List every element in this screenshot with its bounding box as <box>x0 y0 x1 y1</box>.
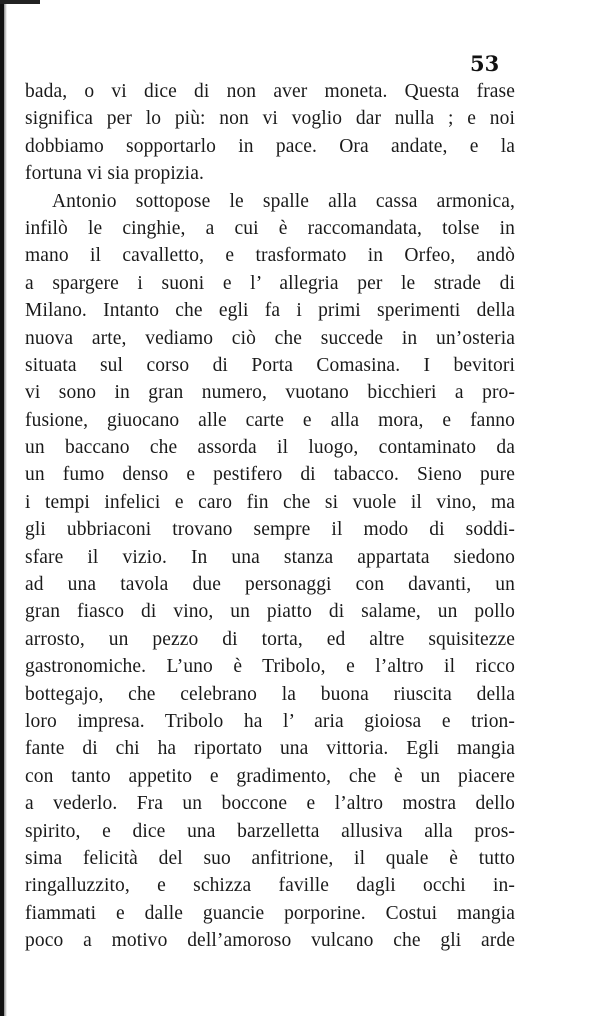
text-line: situata sul corso di Porta Comasina. I bevitori <box>25 354 515 376</box>
page-number: 53 <box>470 51 500 76</box>
text-line: arrosto, un pezzo di torta, ed altre squisitezze <box>25 628 515 650</box>
text-line: nuova arte, vediamo ciò che succede in un’osteria <box>25 327 515 349</box>
text-line: fortuna vi sia propizia. <box>25 163 204 185</box>
text-line: Milano. Intanto che egli fa i primi sperimenti della <box>25 300 515 322</box>
text-line: con tanto appetito e gradimento, che è un piacere <box>25 765 515 787</box>
text-line: dobbiamo sopportarlo in pace. Ora andate, e la <box>25 135 515 157</box>
text-line: gastronomiche. L’uno è Tribolo, e l’altro il ricco <box>25 656 515 678</box>
text-line: fusione, giuocano alle carte e alla mora, e fanno <box>25 409 515 431</box>
text-line: a vederlo. Fra un boccone e l’altro mostra dello <box>25 793 515 815</box>
text-line: loro impresa. Tribolo ha l’ aria gioiosa e trion- <box>25 710 515 732</box>
text-line: sfare il vizio. In una stanza appartata siedono <box>25 546 515 568</box>
text-line: a spargere i suoni e l’ allegria per le strade di <box>25 272 515 294</box>
text-line: un fumo denso e pestifero di tabacco. Sieno pure <box>25 464 515 486</box>
text-line: infilò le cinghie, a cui è raccomandata, tolse in <box>25 217 515 239</box>
text-line: sima felicità del suo anfitrione, il quale è tutto <box>25 847 515 869</box>
text-line: Antonio sottopose le spalle alla cassa armonica, <box>52 190 515 212</box>
page-binding-shadow <box>4 0 7 1016</box>
text-line: i tempi infelici e caro fin che si vuole il vino, ma <box>25 491 515 513</box>
text-line: spirito, e dice una barzelletta allusiva alla pros- <box>25 820 515 842</box>
text-line: bottegajo, che celebrano la buona riuscita della <box>25 683 515 705</box>
text-line: vi sono in gran numero, vuotano bicchieri a pro- <box>25 382 515 404</box>
text-line: significa per lo più: non vi voglio dar nulla ; e noi <box>25 108 515 130</box>
page-corner-mark <box>0 0 40 4</box>
text-line: fiammati e dalle guancie porporine. Costui mangia <box>25 902 515 924</box>
text-line: gli ubbriaconi trovano sempre il modo di soddi- <box>25 519 515 541</box>
text-line: ringalluzzito, e schizza faville dagli occhi in- <box>25 875 515 897</box>
text-line: fante di chi ha riportato una vittoria. Egli mangia <box>25 738 515 760</box>
text-line: gran fiasco di vino, un piatto di salame, un pollo <box>25 601 515 623</box>
text-line: mano il cavalletto, e trasformato in Orfeo, andò <box>25 245 515 267</box>
text-line: ad una tavola due personaggi con davanti, un <box>25 574 515 596</box>
body-text <box>25 78 515 955</box>
text-line: poco a motivo dell’amoroso vulcano che gli arde <box>25 930 515 952</box>
text-line: bada, o vi dice di non aver moneta. Questa frase <box>25 81 515 102</box>
text-line: un baccano che assorda il luogo, contaminato da <box>25 437 515 459</box>
